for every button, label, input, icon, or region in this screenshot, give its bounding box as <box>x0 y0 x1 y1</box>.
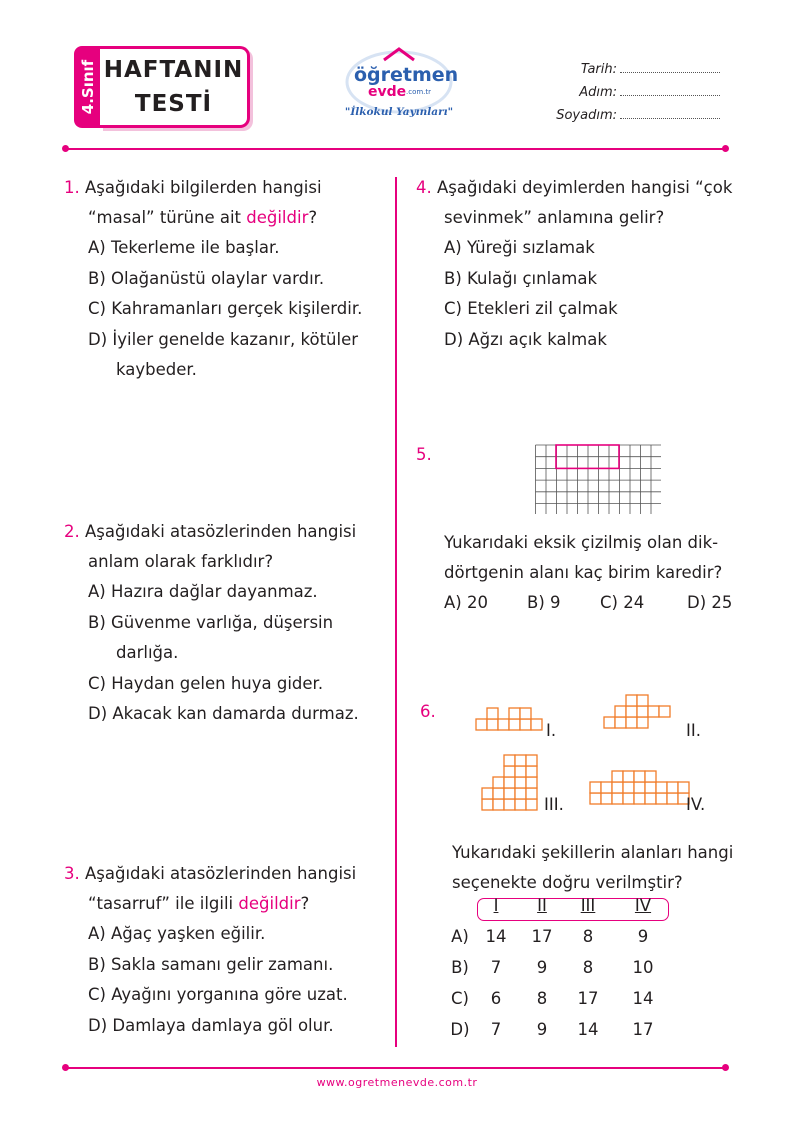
unit-square-shape-3 <box>526 788 537 799</box>
emphasis-word: değildir <box>238 894 301 913</box>
unit-square-shape-3 <box>493 788 504 799</box>
answer-cell: 14 <box>577 1020 599 1039</box>
answer-option-label[interactable]: D) <box>450 1020 470 1039</box>
option-b[interactable]: B) Sakla samanı gelir zamanı. <box>88 954 334 974</box>
unit-square-shape-1 <box>531 719 542 730</box>
unit-square-shape-1 <box>487 708 498 719</box>
unit-square-shape-4 <box>667 793 678 804</box>
unit-square-shape-3 <box>504 799 515 810</box>
unit-square-shape-1 <box>487 719 498 730</box>
unit-square-shape-3 <box>493 799 504 810</box>
unit-square-shape-4 <box>612 782 623 793</box>
unit-square-shape-4 <box>667 782 678 793</box>
question-6: Yukarıdaki şekillerin alanları hangi seçenekte doğru verilmştir? <box>452 843 734 892</box>
figure-label-4: IV. <box>686 795 706 814</box>
answer-cell: 17 <box>531 927 553 946</box>
option-c[interactable]: C) Ayağını yorganına göre uzat. <box>88 985 348 1004</box>
answer-cell: 6 <box>490 989 502 1008</box>
question-number: 4. <box>416 178 432 197</box>
answer-cell: 17 <box>632 1020 654 1039</box>
unit-square-shape-3 <box>504 777 515 788</box>
answer-cell: 14 <box>632 989 654 1008</box>
option-b-cont: darlığa. <box>116 643 179 662</box>
answer-cell: 14 <box>485 927 507 946</box>
option-c[interactable]: C) 24 <box>600 593 645 612</box>
unit-square-shape-2 <box>637 706 648 717</box>
unit-square-shape-4 <box>634 771 645 782</box>
footer-divider <box>66 1067 725 1069</box>
logo-word-ogretmen: öğretmen <box>354 64 459 86</box>
question-4: 4. Aşağıdaki deyimlerden hangisi “çok sevinmek” anlamına gelir? A) Yüreği sızlamak B) Kulağı çınlamak C) Etekleri zil çalmak D) Ağzı açık kalmak <box>416 173 746 355</box>
option-a[interactable]: A) Yüreği sızlamak <box>444 238 595 257</box>
answer-option-label[interactable]: B) <box>451 958 469 977</box>
answer-cell: 17 <box>577 989 599 1008</box>
unit-square-shape-1 <box>520 719 531 730</box>
unit-square-shape-2 <box>615 717 626 728</box>
date-field[interactable]: Tarih: <box>520 62 720 77</box>
question-number: 1. <box>64 178 80 197</box>
unit-square-shape-3 <box>515 766 526 777</box>
option-a[interactable]: A) 20 <box>444 593 488 612</box>
title-badge <box>100 46 250 128</box>
unit-square-shape-3 <box>526 799 537 810</box>
unit-square-shape-3 <box>515 755 526 766</box>
option-d[interactable]: D) Akacak kan damarda durmaz. <box>88 704 359 723</box>
unit-square-shape-2 <box>615 706 626 717</box>
question-2: 2. Aşağıdaki atasözlerinden hangisi anlam olarak farklıdır? A) Hazıra dağlar dayanmaz. B) Güvenme varlığa, düşersin darlığa. C) Haydan gelen huya gider. D) Akacak kan damarda durmaz. <box>64 517 384 730</box>
unit-square-shape-3 <box>482 788 493 799</box>
surname-field[interactable]: Soyadım: <box>520 108 720 123</box>
unit-square-shape-4 <box>612 771 623 782</box>
column-header: I <box>493 896 499 915</box>
question-3: 3. Aşağıdaki atasözlerinden hangisi “tasarruf” ile ilgili değildir? A) Ağaç yaşken eğilir. B) Sakla samanı gelir zamanı. C) Ayağını yorganına göre uzat. D) Damlaya damlaya göl olur. <box>64 859 384 1041</box>
answer-cell: 9 <box>637 927 649 946</box>
answer-cell: 7 <box>490 958 502 977</box>
unit-square-shape-2 <box>626 706 637 717</box>
unit-square-shape-2 <box>626 695 637 706</box>
figure-label-1: I. <box>546 721 557 740</box>
option-a[interactable]: A) Ağaç yaşken eğilir. <box>88 924 266 943</box>
unit-square-shape-4 <box>623 782 634 793</box>
unit-square-shape-4 <box>645 793 656 804</box>
question-5: Yukarıdaki eksik çizilmiş olan dik- dörtgenin alanı kaç birim karedir? A) 20 B) 9 C) 24 D) 25 <box>444 528 754 618</box>
answer-option-label[interactable]: C) <box>451 989 469 1008</box>
column-header: IV <box>634 896 652 915</box>
title-line-1: HAFTANIN <box>103 57 244 83</box>
unit-square-shape-3 <box>504 788 515 799</box>
answer-cell: 8 <box>582 927 594 946</box>
option-b[interactable]: B) Olağanüstü olaylar vardır. <box>88 268 325 288</box>
publisher-logo <box>338 44 460 132</box>
unit-square-shape-3 <box>515 777 526 788</box>
footer-url[interactable]: www.ogretmenevde.com.tr <box>316 1076 478 1089</box>
question-1: 1. Aşağıdaki bilgilerden hangisi “masal” türüne ait değildir? A) Tekerleme ile başlar. B) Olağanüstü olaylar vardır. C) Kahramanları gerçek kişilerdir. D) İyiler genelde kazanır, kötüler kaybeder. <box>64 173 384 386</box>
unit-square-shape-2 <box>648 706 659 717</box>
unit-square-shape-3 <box>526 777 537 788</box>
unit-square-shape-2 <box>626 717 637 728</box>
unit-square-shape-3 <box>515 788 526 799</box>
unit-square-shape-2 <box>637 695 648 706</box>
option-b[interactable]: B) 9 <box>527 593 561 612</box>
unit-square-shape-3 <box>504 755 515 766</box>
unit-square-shape-4 <box>634 793 645 804</box>
column-divider <box>395 177 397 1047</box>
unit-square-shape-1 <box>498 719 509 730</box>
unit-square-shape-3 <box>526 766 537 777</box>
unit-square-shape-1 <box>509 708 520 719</box>
option-a[interactable]: A) Tekerleme ile başlar. <box>88 238 280 257</box>
unit-square-shape-4 <box>623 793 634 804</box>
unit-square-shape-4 <box>601 782 612 793</box>
rectangle-grid-figure <box>535 444 661 514</box>
unit-square-shape-2 <box>659 706 670 717</box>
column-header: III <box>580 896 596 915</box>
unit-square-shape-4 <box>590 782 601 793</box>
option-b[interactable]: B) Kulağı çınlamak <box>444 268 598 288</box>
option-d[interactable]: D) 25 <box>687 593 733 612</box>
name-field[interactable]: Adım: <box>520 85 720 100</box>
header-divider <box>66 148 725 150</box>
unit-square-shape-3 <box>504 766 515 777</box>
logo-domain: .com.tr <box>406 88 432 96</box>
option-d-cont: kaybeder. <box>116 360 197 379</box>
option-c[interactable]: C) Etekleri zil çalmak <box>444 299 618 318</box>
question-5-number: 5. <box>416 445 432 464</box>
unit-square-shape-2 <box>604 717 615 728</box>
unit-square-shape-4 <box>656 782 667 793</box>
grade-badge: 4.Sınıf <box>74 46 102 128</box>
divider-dot <box>722 1064 729 1071</box>
option-a[interactable]: A) Hazıra dağlar dayanmaz. <box>88 582 318 601</box>
unit-square-shape-4 <box>601 793 612 804</box>
figure-label-2: II. <box>686 721 701 740</box>
unit-square-shape-3 <box>515 799 526 810</box>
unit-square-shape-3 <box>493 777 504 788</box>
figure-label-3: III. <box>544 795 564 814</box>
unit-square-shape-4 <box>612 793 623 804</box>
emphasis-word: değildir <box>246 208 309 227</box>
question-6-number: 6. <box>420 702 436 721</box>
question-number: 2. <box>64 522 80 541</box>
answer-cell: 9 <box>536 958 548 977</box>
logo-word-evde: evde <box>368 84 407 100</box>
option-b[interactable]: B) Güvenme varlığa, düşersin <box>88 612 334 632</box>
option-c[interactable]: C) Kahramanları gerçek kişilerdir. <box>88 299 363 318</box>
option-d[interactable]: D) İyiler genelde kazanır, kötüler <box>88 329 359 349</box>
option-d[interactable]: D) Ağzı açık kalmak <box>444 329 607 349</box>
answer-option-label[interactable]: A) <box>451 927 469 946</box>
unit-square-shape-1 <box>520 708 531 719</box>
option-d[interactable]: D) Damlaya damlaya göl olur. <box>88 1015 334 1035</box>
unit-square-shape-3 <box>526 755 537 766</box>
unit-square-shape-2 <box>637 717 648 728</box>
answer-cell: 10 <box>632 958 654 977</box>
answer-cell: 8 <box>536 989 548 1008</box>
logo-tagline: "İlkokul Yayınları" <box>344 106 454 118</box>
unit-square-shape-4 <box>623 771 634 782</box>
unit-square-shape-4 <box>590 793 601 804</box>
unit-square-shape-1 <box>509 719 520 730</box>
answer-cell: 7 <box>490 1020 502 1039</box>
unit-square-shape-4 <box>634 782 645 793</box>
answer-cell: 9 <box>536 1020 548 1039</box>
unit-square-shape-4 <box>645 771 656 782</box>
title-line-2: TESTİ <box>134 91 213 117</box>
unit-square-shape-4 <box>645 782 656 793</box>
unit-square-shape-1 <box>476 719 487 730</box>
answer-cell: 8 <box>582 958 594 977</box>
question-number: 3. <box>64 864 80 883</box>
area-shapes-figure <box>470 690 720 815</box>
unit-square-shape-3 <box>482 799 493 810</box>
unit-square-shape-4 <box>656 793 667 804</box>
option-c[interactable]: C) Haydan gelen huya gider. <box>88 673 324 693</box>
divider-dot <box>722 145 729 152</box>
column-header: II <box>537 896 547 915</box>
